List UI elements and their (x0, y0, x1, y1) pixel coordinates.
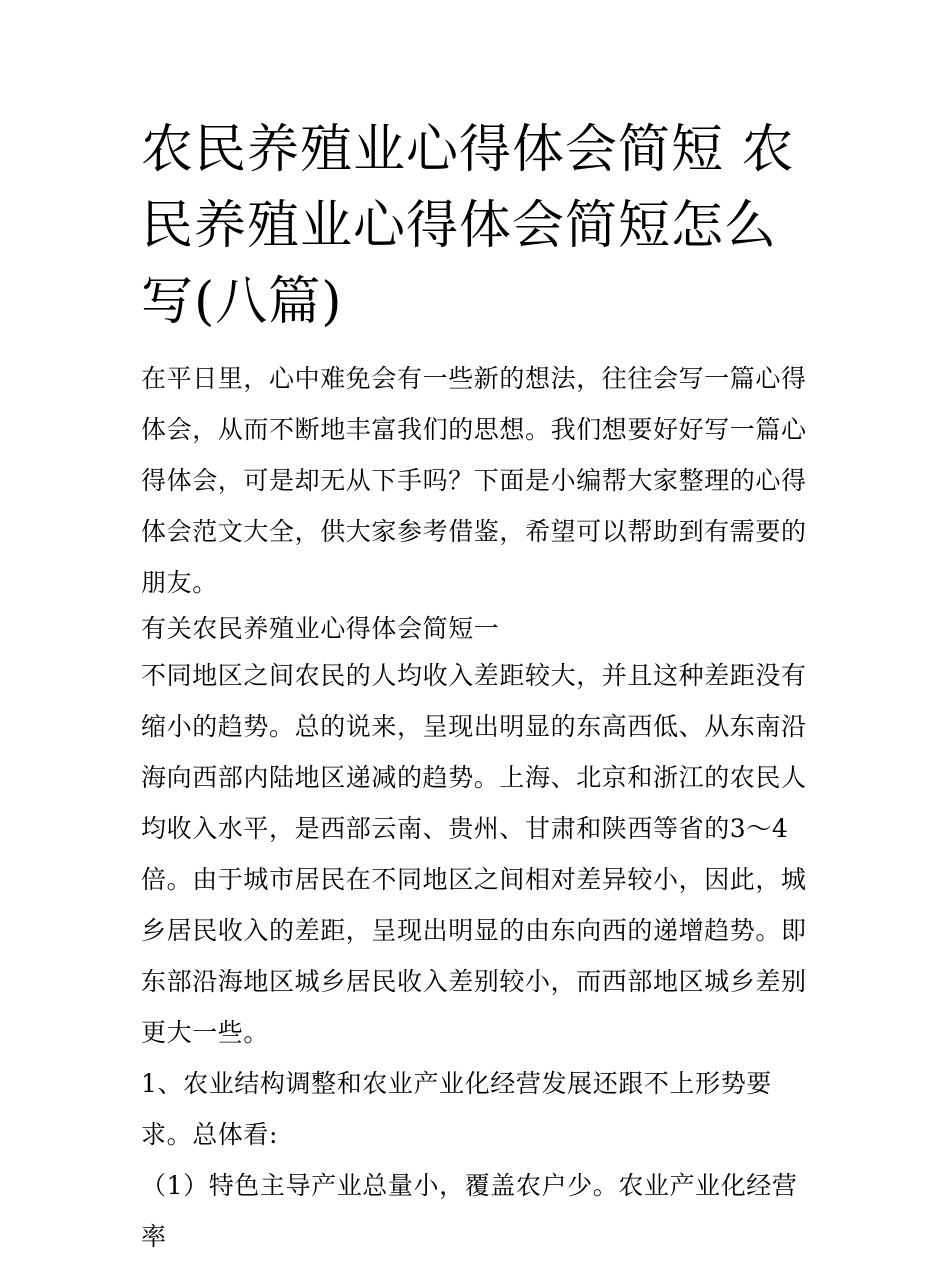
body-paragraph: 不同地区之间农民的人均收入差距较大，并且这种差距没有缩小的趋势。总的说来，呈现出明显的东高西低、从东南沿海向西部内陆地区递减的趋势。上海、北京和浙江的农民人均收入水平，是西部云南、贵州、甘肃和陕西等省的3～4倍。由于城市居民在不同地区之间相对差异较小，因此，城乡居民收入的差距，呈现出明显的由东向西的递增趋势。即东部沿海地区城乡居民收入差别较小，而西部地区城乡差别更大一些。 (141, 661, 807, 1047)
section-heading: 有关农民养殖业心得体会简短一 (141, 614, 500, 643)
list-item-1: 1、农业结构调整和农业产业化经营发展还跟不上形势要求。总体看: (141, 1069, 772, 1149)
intro-paragraph: 在平日里，心中难免会有一些新的想法，往往会写一篇心得体会，从而不断地丰富我们的思想。我们想要好好写一篇心得体会，可是却无从下手吗？下面是小编帮大家整理的心得体会范文大全，供大家参考借鉴，希望可以帮助到有需要的朋友。 (141, 364, 807, 597)
list-subitem-1: （1）特色主导产业总量小，覆盖农户少。农业产业化经营率 (141, 1171, 798, 1251)
document-body (141, 353, 821, 1262)
document-title: 农民养殖业心得体会简短 农民养殖业心得体会简短怎么写(八篇) (141, 120, 795, 332)
